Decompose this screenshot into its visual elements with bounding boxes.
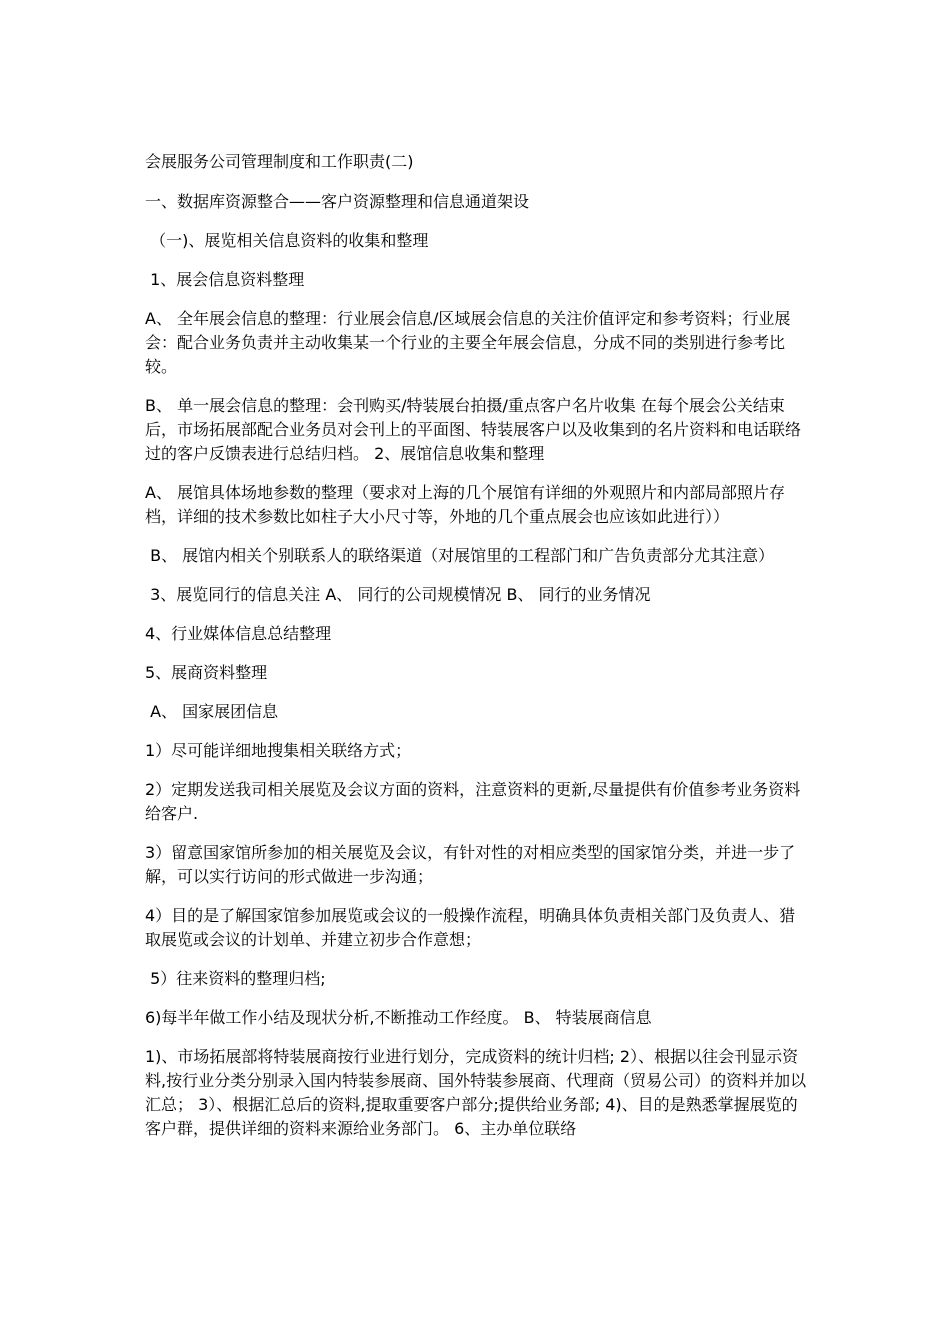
paragraph: 一、数据库资源整合——客户资源整理和信息通道架设 xyxy=(145,192,530,211)
paragraph: A、 国家展团信息 xyxy=(145,702,279,721)
paragraph: 1)、市场拓展部将特装展商按行业进行划分，完成资料的统计归档; 2）、根据以往会刊显示资料,按行业分类分别录入国内特装参展商、国外特装参展商、代理商（贸易公司）的资料并加以汇总； 3）、根据汇总后的资料,提取重要客户部分;提供给业务部; 4)、目的是熟悉掌握展览的客户群，提供详细的资料来源给业务部门。 6、主办单位联络 xyxy=(145,1047,807,1138)
paragraph: 4）目的是了解国家馆参加展览或会议的一般操作流程，明确具体负责相关部门及负责人、猎取展览或会议的计划单、并建立初步合作意想； xyxy=(145,906,796,949)
paragraph: 3、展览同行的信息关注 A、 同行的公司规模情况 B、 同行的业务情况 xyxy=(145,585,651,604)
paragraph: （一)、展览相关信息资料的收集和整理 xyxy=(145,231,429,250)
paragraph: B、 展馆内相关个别联系人的联络渠道（对展馆里的工程部门和广告负责部分尤其注意） xyxy=(145,546,775,565)
paragraph: 4、行业媒体信息总结整理 xyxy=(145,624,332,643)
paragraph: B、 单一展会信息的整理：会刊购买/特装展台拍摄/重点客户名片收集 在每个展会公关结束后，市场拓展部配合业务员对会刊上的平面图、特装展客户以及收集到的名片资料和电话联络过的客户反馈表进行总结归档。 2、展馆信息收集和整理 xyxy=(145,396,802,463)
paragraph: 2）定期发送我司相关展览及会议方面的资料，注意资料的更新,尽量提供有价值参考业务资料给客户. xyxy=(145,780,801,823)
document-body xyxy=(145,150,807,1156)
document-title: 会展服务公司管理制度和工作职责(二) xyxy=(145,152,414,171)
paragraph: 5）往来资料的整理归档; xyxy=(145,969,326,988)
paragraph: 6)每半年做工作小结及现状分析,不断推动工作经度。 B、 特装展商信息 xyxy=(145,1008,652,1027)
paragraph: 1）尽可能详细地搜集相关联络方式； xyxy=(145,741,412,760)
paragraph: A、 展馆具体场地参数的整理（要求对上海的几个展馆有详细的外观照片和内部局部照片存档，详细的技术参数比如柱子大小尺寸等，外地的几个重点展会也应该如此进行）） xyxy=(145,483,786,526)
paragraph: 5、展商资料整理 xyxy=(145,663,268,682)
paragraph: A、 全年展会信息的整理：行业展会信息/区域展会信息的关注价值评定和参考资料；行业展会：配合业务负责并主动收集某一个行业的主要全年展会信息，分成不同的类别进行参考比较。 xyxy=(145,309,791,376)
paragraph: 3）留意国家馆所参加的相关展览及会议，有针对性的对相应类型的国家馆分类，并进一步了解，可以实行访问的形式做进一步沟通； xyxy=(145,843,796,886)
paragraph: 1、展会信息资料整理 xyxy=(145,270,305,289)
